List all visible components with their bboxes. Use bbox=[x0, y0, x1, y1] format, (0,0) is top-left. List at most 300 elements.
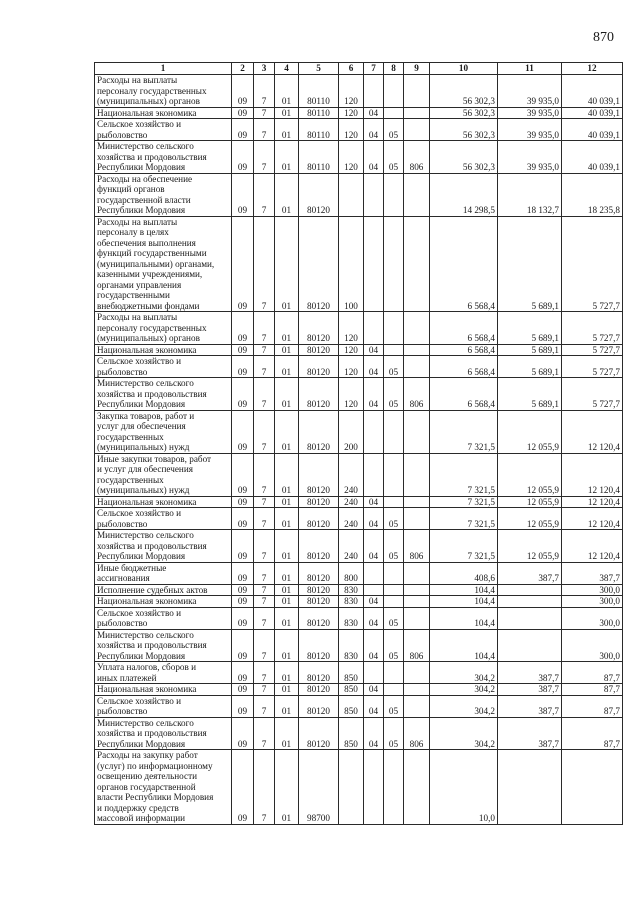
code-grbs-cell: 09 bbox=[232, 453, 254, 496]
table-row bbox=[95, 530, 623, 563]
amount-year-1-cell: 6 568,4 bbox=[430, 356, 498, 378]
section-code-cell: 04 bbox=[364, 717, 384, 750]
program-code-cell: 7 bbox=[254, 684, 275, 696]
subsection-code-cell bbox=[384, 496, 404, 508]
header-cell: 4 bbox=[275, 63, 299, 75]
amount-year-3-cell: 12 120,4 bbox=[562, 496, 623, 508]
amount-year-1-cell: 104,4 bbox=[430, 596, 498, 608]
direction-code-cell: 80120 bbox=[299, 584, 339, 596]
section-code-cell: 04 bbox=[364, 695, 384, 717]
amount-year-1-cell: 7 321,5 bbox=[430, 508, 498, 530]
subprogram-code-cell: 01 bbox=[275, 75, 299, 108]
expense-name-cell: Закупка товаров, работ и услуг для обеспечения государственных (муниципальных) нужд bbox=[95, 410, 232, 453]
direction-code-cell: 80120 bbox=[299, 717, 339, 750]
subprogram-code-cell: 01 bbox=[275, 344, 299, 356]
expense-name-cell: Национальная экономика bbox=[95, 344, 232, 356]
amount-year-2-cell: 387,7 bbox=[498, 562, 562, 584]
amount-year-2-cell: 39 935,0 bbox=[498, 75, 562, 108]
section-code-cell: 04 bbox=[364, 107, 384, 119]
amount-year-2-cell: 387,7 bbox=[498, 662, 562, 684]
amount-year-2-cell: 12 055,9 bbox=[498, 410, 562, 453]
amount-year-1-cell: 6 568,4 bbox=[430, 216, 498, 312]
expense-name-cell: Министерство сельского хозяйства и продовольствия Республики Мордовия bbox=[95, 530, 232, 563]
amount-year-1-cell: 56 302,3 bbox=[430, 141, 498, 174]
code-grbs-cell: 09 bbox=[232, 312, 254, 345]
direction-code-cell: 80110 bbox=[299, 75, 339, 108]
ministry-code-cell: 806 bbox=[404, 378, 430, 411]
expense-name-cell: Сельское хозяйство и рыболовство bbox=[95, 356, 232, 378]
amount-year-2-cell: 12 055,9 bbox=[498, 530, 562, 563]
table-row bbox=[95, 584, 623, 596]
ministry-code-cell bbox=[404, 119, 430, 141]
expense-name-cell: Исполнение судебных актов bbox=[95, 584, 232, 596]
expense-type-cell: 240 bbox=[339, 508, 364, 530]
expense-type-cell: 120 bbox=[339, 312, 364, 345]
expense-name-cell: Национальная экономика bbox=[95, 107, 232, 119]
expense-name-cell: Расходы на выплаты персоналу государственных (муниципальных) органов bbox=[95, 312, 232, 345]
header-cell: 3 bbox=[254, 63, 275, 75]
section-code-cell bbox=[364, 410, 384, 453]
amount-year-2-cell bbox=[498, 607, 562, 629]
amount-year-3-cell: 40 039,1 bbox=[562, 107, 623, 119]
amount-year-3-cell: 87,7 bbox=[562, 684, 623, 696]
header-cell: 11 bbox=[498, 63, 562, 75]
header-cell: 7 bbox=[364, 63, 384, 75]
program-code-cell: 7 bbox=[254, 629, 275, 662]
direction-code-cell: 80120 bbox=[299, 173, 339, 216]
amount-year-2-cell: 12 055,9 bbox=[498, 496, 562, 508]
expense-type-cell: 830 bbox=[339, 629, 364, 662]
table-row bbox=[95, 216, 623, 312]
subprogram-code-cell: 01 bbox=[275, 173, 299, 216]
amount-year-3-cell: 40 039,1 bbox=[562, 119, 623, 141]
ministry-code-cell bbox=[404, 173, 430, 216]
direction-code-cell: 80120 bbox=[299, 344, 339, 356]
amount-year-1-cell: 14 298,5 bbox=[430, 173, 498, 216]
table-row bbox=[95, 453, 623, 496]
table-row bbox=[95, 344, 623, 356]
table-row bbox=[95, 496, 623, 508]
expense-type-cell: 850 bbox=[339, 695, 364, 717]
amount-year-1-cell: 56 302,3 bbox=[430, 119, 498, 141]
expense-name-cell: Иные бюджетные ассигнования bbox=[95, 562, 232, 584]
amount-year-1-cell: 6 568,4 bbox=[430, 378, 498, 411]
amount-year-3-cell: 5 727,7 bbox=[562, 216, 623, 312]
subsection-code-cell bbox=[384, 216, 404, 312]
direction-code-cell: 80120 bbox=[299, 356, 339, 378]
subprogram-code-cell: 01 bbox=[275, 596, 299, 608]
header-cell: 6 bbox=[339, 63, 364, 75]
subprogram-code-cell: 01 bbox=[275, 312, 299, 345]
code-grbs-cell: 09 bbox=[232, 750, 254, 825]
program-code-cell: 7 bbox=[254, 312, 275, 345]
subsection-code-cell bbox=[384, 596, 404, 608]
ministry-code-cell bbox=[404, 607, 430, 629]
section-code-cell: 04 bbox=[364, 607, 384, 629]
expense-type-cell: 850 bbox=[339, 662, 364, 684]
section-code-cell: 04 bbox=[364, 378, 384, 411]
amount-year-3-cell: 40 039,1 bbox=[562, 141, 623, 174]
section-code-cell bbox=[364, 662, 384, 684]
ministry-code-cell bbox=[404, 453, 430, 496]
section-code-cell: 04 bbox=[364, 119, 384, 141]
amount-year-2-cell: 12 055,9 bbox=[498, 453, 562, 496]
program-code-cell: 7 bbox=[254, 119, 275, 141]
amount-year-1-cell: 7 321,5 bbox=[430, 496, 498, 508]
code-grbs-cell: 09 bbox=[232, 119, 254, 141]
code-grbs-cell: 09 bbox=[232, 717, 254, 750]
table-row bbox=[95, 607, 623, 629]
expense-type-cell: 120 bbox=[339, 141, 364, 174]
section-code-cell: 04 bbox=[364, 596, 384, 608]
expense-name-cell: Сельское хозяйство и рыболовство bbox=[95, 508, 232, 530]
amount-year-1-cell: 104,4 bbox=[430, 629, 498, 662]
amount-year-3-cell: 300,0 bbox=[562, 584, 623, 596]
direction-code-cell: 80120 bbox=[299, 453, 339, 496]
expense-name-cell: Министерство сельского хозяйства и продовольствия Республики Мордовия bbox=[95, 141, 232, 174]
amount-year-3-cell bbox=[562, 750, 623, 825]
amount-year-3-cell: 5 727,7 bbox=[562, 356, 623, 378]
amount-year-2-cell: 5 689,1 bbox=[498, 378, 562, 411]
code-grbs-cell: 09 bbox=[232, 496, 254, 508]
subprogram-code-cell: 01 bbox=[275, 453, 299, 496]
subsection-code-cell: 05 bbox=[384, 119, 404, 141]
direction-code-cell: 80120 bbox=[299, 312, 339, 345]
code-grbs-cell: 09 bbox=[232, 410, 254, 453]
amount-year-2-cell bbox=[498, 596, 562, 608]
amount-year-2-cell: 5 689,1 bbox=[498, 344, 562, 356]
expense-type-cell: 120 bbox=[339, 75, 364, 108]
amount-year-3-cell: 300,0 bbox=[562, 607, 623, 629]
table-row bbox=[95, 662, 623, 684]
amount-year-1-cell: 7 321,5 bbox=[430, 530, 498, 563]
section-code-cell: 04 bbox=[364, 684, 384, 696]
section-code-cell: 04 bbox=[364, 496, 384, 508]
code-grbs-cell: 09 bbox=[232, 216, 254, 312]
subsection-code-cell bbox=[384, 173, 404, 216]
expense-name-cell: Министерство сельского хозяйства и продовольствия Республики Мордовия bbox=[95, 717, 232, 750]
subprogram-code-cell: 01 bbox=[275, 119, 299, 141]
code-grbs-cell: 09 bbox=[232, 684, 254, 696]
expense-name-cell: Сельское хозяйство и рыболовство bbox=[95, 695, 232, 717]
expense-type-cell: 120 bbox=[339, 356, 364, 378]
program-code-cell: 7 bbox=[254, 344, 275, 356]
table-body bbox=[95, 75, 623, 825]
section-code-cell bbox=[364, 453, 384, 496]
amount-year-2-cell bbox=[498, 629, 562, 662]
amount-year-3-cell: 12 120,4 bbox=[562, 410, 623, 453]
expense-name-cell: Расходы на обеспечение функций органов государственной власти Республики Мордовия bbox=[95, 173, 232, 216]
table-row bbox=[95, 75, 623, 108]
expense-name-cell: Министерство сельского хозяйства и продовольствия Республики Мордовия bbox=[95, 629, 232, 662]
subprogram-code-cell: 01 bbox=[275, 410, 299, 453]
program-code-cell: 7 bbox=[254, 530, 275, 563]
subsection-code-cell bbox=[384, 75, 404, 108]
ministry-code-cell bbox=[404, 684, 430, 696]
subsection-code-cell: 05 bbox=[384, 378, 404, 411]
section-code-cell bbox=[364, 216, 384, 312]
expense-name-cell: Уплата налогов, сборов и иных платежей bbox=[95, 662, 232, 684]
section-code-cell bbox=[364, 173, 384, 216]
section-code-cell bbox=[364, 312, 384, 345]
program-code-cell: 7 bbox=[254, 141, 275, 174]
program-code-cell: 7 bbox=[254, 75, 275, 108]
amount-year-3-cell: 5 727,7 bbox=[562, 344, 623, 356]
program-code-cell: 7 bbox=[254, 356, 275, 378]
amount-year-1-cell: 10,0 bbox=[430, 750, 498, 825]
code-grbs-cell: 09 bbox=[232, 629, 254, 662]
program-code-cell: 7 bbox=[254, 453, 275, 496]
amount-year-3-cell: 12 120,4 bbox=[562, 530, 623, 563]
direction-code-cell: 80110 bbox=[299, 141, 339, 174]
table-header bbox=[95, 63, 623, 75]
amount-year-3-cell: 300,0 bbox=[562, 596, 623, 608]
code-grbs-cell: 09 bbox=[232, 508, 254, 530]
code-grbs-cell: 09 bbox=[232, 584, 254, 596]
program-code-cell: 7 bbox=[254, 496, 275, 508]
header-cell: 2 bbox=[232, 63, 254, 75]
section-code-cell: 04 bbox=[364, 356, 384, 378]
ministry-code-cell bbox=[404, 562, 430, 584]
expense-name-cell: Национальная экономика bbox=[95, 496, 232, 508]
table-row bbox=[95, 562, 623, 584]
direction-code-cell: 80110 bbox=[299, 119, 339, 141]
direction-code-cell: 80120 bbox=[299, 607, 339, 629]
program-code-cell: 7 bbox=[254, 584, 275, 596]
amount-year-3-cell: 12 120,4 bbox=[562, 508, 623, 530]
code-grbs-cell: 09 bbox=[232, 662, 254, 684]
code-grbs-cell: 09 bbox=[232, 356, 254, 378]
section-code-cell: 04 bbox=[364, 629, 384, 662]
expense-type-cell: 830 bbox=[339, 584, 364, 596]
section-code-cell bbox=[364, 584, 384, 596]
code-grbs-cell: 09 bbox=[232, 75, 254, 108]
ministry-code-cell bbox=[404, 695, 430, 717]
amount-year-1-cell: 104,4 bbox=[430, 607, 498, 629]
expense-type-cell: 120 bbox=[339, 344, 364, 356]
program-code-cell: 7 bbox=[254, 508, 275, 530]
expense-name-cell: Иные закупки товаров, работ и услуг для обеспечения государственных (муниципальных) нужд bbox=[95, 453, 232, 496]
table-row bbox=[95, 312, 623, 345]
table-row bbox=[95, 356, 623, 378]
program-code-cell: 7 bbox=[254, 695, 275, 717]
code-grbs-cell: 09 bbox=[232, 173, 254, 216]
amount-year-3-cell: 87,7 bbox=[562, 695, 623, 717]
section-code-cell: 04 bbox=[364, 141, 384, 174]
amount-year-3-cell: 87,7 bbox=[562, 662, 623, 684]
direction-code-cell: 80120 bbox=[299, 662, 339, 684]
subprogram-code-cell: 01 bbox=[275, 629, 299, 662]
table-row bbox=[95, 508, 623, 530]
subsection-code-cell: 05 bbox=[384, 717, 404, 750]
amount-year-1-cell: 304,2 bbox=[430, 695, 498, 717]
table-row bbox=[95, 596, 623, 608]
subprogram-code-cell: 01 bbox=[275, 607, 299, 629]
code-grbs-cell: 09 bbox=[232, 607, 254, 629]
direction-code-cell: 80120 bbox=[299, 496, 339, 508]
program-code-cell: 7 bbox=[254, 596, 275, 608]
section-code-cell: 04 bbox=[364, 508, 384, 530]
subsection-code-cell: 05 bbox=[384, 508, 404, 530]
expense-type-cell: 830 bbox=[339, 607, 364, 629]
subprogram-code-cell: 01 bbox=[275, 107, 299, 119]
program-code-cell: 7 bbox=[254, 378, 275, 411]
ministry-code-cell bbox=[404, 496, 430, 508]
table-row bbox=[95, 173, 623, 216]
expense-type-cell: 120 bbox=[339, 119, 364, 141]
program-code-cell: 7 bbox=[254, 662, 275, 684]
ministry-code-cell bbox=[404, 312, 430, 345]
expense-type-cell: 120 bbox=[339, 107, 364, 119]
subprogram-code-cell: 01 bbox=[275, 141, 299, 174]
amount-year-2-cell bbox=[498, 584, 562, 596]
subsection-code-cell: 05 bbox=[384, 356, 404, 378]
subsection-code-cell bbox=[384, 410, 404, 453]
subprogram-code-cell: 01 bbox=[275, 216, 299, 312]
amount-year-1-cell: 7 321,5 bbox=[430, 410, 498, 453]
section-code-cell bbox=[364, 75, 384, 108]
code-grbs-cell: 09 bbox=[232, 695, 254, 717]
amount-year-3-cell: 40 039,1 bbox=[562, 75, 623, 108]
subprogram-code-cell: 01 bbox=[275, 530, 299, 563]
amount-year-2-cell: 387,7 bbox=[498, 717, 562, 750]
subprogram-code-cell: 01 bbox=[275, 750, 299, 825]
direction-code-cell: 98700 bbox=[299, 750, 339, 825]
expense-type-cell: 240 bbox=[339, 496, 364, 508]
table-row bbox=[95, 107, 623, 119]
program-code-cell: 7 bbox=[254, 607, 275, 629]
section-code-cell: 04 bbox=[364, 530, 384, 563]
section-code-cell: 04 bbox=[364, 344, 384, 356]
page-number: 870 bbox=[593, 30, 614, 45]
ministry-code-cell bbox=[404, 584, 430, 596]
direction-code-cell: 80120 bbox=[299, 410, 339, 453]
amount-year-1-cell: 304,2 bbox=[430, 662, 498, 684]
header-cell: 10 bbox=[430, 63, 498, 75]
program-code-cell: 7 bbox=[254, 562, 275, 584]
amount-year-3-cell: 12 120,4 bbox=[562, 453, 623, 496]
direction-code-cell: 80110 bbox=[299, 107, 339, 119]
code-grbs-cell: 09 bbox=[232, 530, 254, 563]
program-code-cell: 7 bbox=[254, 107, 275, 119]
expense-type-cell: 240 bbox=[339, 453, 364, 496]
header-cell: 12 bbox=[562, 63, 623, 75]
ministry-code-cell: 806 bbox=[404, 530, 430, 563]
expense-name-cell: Расходы на закупку работ (услуг) по информационному освещению деятельности органов государственной власти Республики Мордовия и поддержку средств массовой информации bbox=[95, 750, 232, 825]
amount-year-3-cell: 387,7 bbox=[562, 562, 623, 584]
table-row bbox=[95, 695, 623, 717]
amount-year-1-cell: 304,2 bbox=[430, 717, 498, 750]
subsection-code-cell: 05 bbox=[384, 141, 404, 174]
subsection-code-cell bbox=[384, 750, 404, 825]
amount-year-2-cell: 5 689,1 bbox=[498, 216, 562, 312]
amount-year-1-cell: 6 568,4 bbox=[430, 312, 498, 345]
expense-name-cell: Расходы на выплаты персоналу государственных (муниципальных) органов bbox=[95, 75, 232, 108]
expense-type-cell: 120 bbox=[339, 378, 364, 411]
amount-year-3-cell: 18 235,8 bbox=[562, 173, 623, 216]
ministry-code-cell: 806 bbox=[404, 717, 430, 750]
ministry-code-cell bbox=[404, 410, 430, 453]
expense-name-cell: Национальная экономика bbox=[95, 684, 232, 696]
expense-type-cell: 800 bbox=[339, 562, 364, 584]
subsection-code-cell bbox=[384, 584, 404, 596]
expense-name-cell: Сельское хозяйство и рыболовство bbox=[95, 607, 232, 629]
ministry-code-cell bbox=[404, 344, 430, 356]
amount-year-1-cell: 7 321,5 bbox=[430, 453, 498, 496]
amount-year-2-cell: 39 935,0 bbox=[498, 119, 562, 141]
ministry-code-cell bbox=[404, 662, 430, 684]
direction-code-cell: 80120 bbox=[299, 596, 339, 608]
amount-year-2-cell: 18 132,7 bbox=[498, 173, 562, 216]
subsection-code-cell: 05 bbox=[384, 530, 404, 563]
expense-type-cell bbox=[339, 750, 364, 825]
ministry-code-cell bbox=[404, 508, 430, 530]
ministry-code-cell bbox=[404, 75, 430, 108]
subsection-code-cell bbox=[384, 344, 404, 356]
subsection-code-cell bbox=[384, 562, 404, 584]
direction-code-cell: 80120 bbox=[299, 508, 339, 530]
table-row bbox=[95, 378, 623, 411]
expense-type-cell: 850 bbox=[339, 684, 364, 696]
amount-year-1-cell: 6 568,4 bbox=[430, 344, 498, 356]
table-row bbox=[95, 750, 623, 825]
header-cell: 9 bbox=[404, 63, 430, 75]
amount-year-3-cell: 5 727,7 bbox=[562, 312, 623, 345]
header-cell: 5 bbox=[299, 63, 339, 75]
amount-year-2-cell: 387,7 bbox=[498, 684, 562, 696]
subprogram-code-cell: 01 bbox=[275, 378, 299, 411]
subsection-code-cell bbox=[384, 684, 404, 696]
amount-year-2-cell: 39 935,0 bbox=[498, 141, 562, 174]
ministry-code-cell bbox=[404, 107, 430, 119]
expense-type-cell: 850 bbox=[339, 717, 364, 750]
direction-code-cell: 80120 bbox=[299, 695, 339, 717]
table-row bbox=[95, 119, 623, 141]
subprogram-code-cell: 01 bbox=[275, 662, 299, 684]
direction-code-cell: 80120 bbox=[299, 216, 339, 312]
expense-type-cell bbox=[339, 173, 364, 216]
subprogram-code-cell: 01 bbox=[275, 356, 299, 378]
program-code-cell: 7 bbox=[254, 216, 275, 312]
subsection-code-cell: 05 bbox=[384, 629, 404, 662]
amount-year-2-cell: 5 689,1 bbox=[498, 356, 562, 378]
program-code-cell: 7 bbox=[254, 717, 275, 750]
code-grbs-cell: 09 bbox=[232, 107, 254, 119]
amount-year-2-cell bbox=[498, 750, 562, 825]
subsection-code-cell bbox=[384, 453, 404, 496]
expense-name-cell: Министерство сельского хозяйства и продовольствия Республики Мордовия bbox=[95, 378, 232, 411]
direction-code-cell: 80120 bbox=[299, 530, 339, 563]
amount-year-2-cell: 387,7 bbox=[498, 695, 562, 717]
amount-year-1-cell: 56 302,3 bbox=[430, 107, 498, 119]
table-row bbox=[95, 141, 623, 174]
code-grbs-cell: 09 bbox=[232, 141, 254, 174]
header-cell: 1 bbox=[95, 63, 232, 75]
expense-type-cell: 100 bbox=[339, 216, 364, 312]
code-grbs-cell: 09 bbox=[232, 596, 254, 608]
subprogram-code-cell: 01 bbox=[275, 508, 299, 530]
subsection-code-cell bbox=[384, 107, 404, 119]
program-code-cell: 7 bbox=[254, 750, 275, 825]
direction-code-cell: 80120 bbox=[299, 684, 339, 696]
amount-year-2-cell: 39 935,0 bbox=[498, 107, 562, 119]
table-row bbox=[95, 629, 623, 662]
header-row bbox=[95, 63, 623, 75]
expense-type-cell: 830 bbox=[339, 596, 364, 608]
expense-name-cell: Национальная экономика bbox=[95, 596, 232, 608]
table-row bbox=[95, 717, 623, 750]
subsection-code-cell bbox=[384, 662, 404, 684]
